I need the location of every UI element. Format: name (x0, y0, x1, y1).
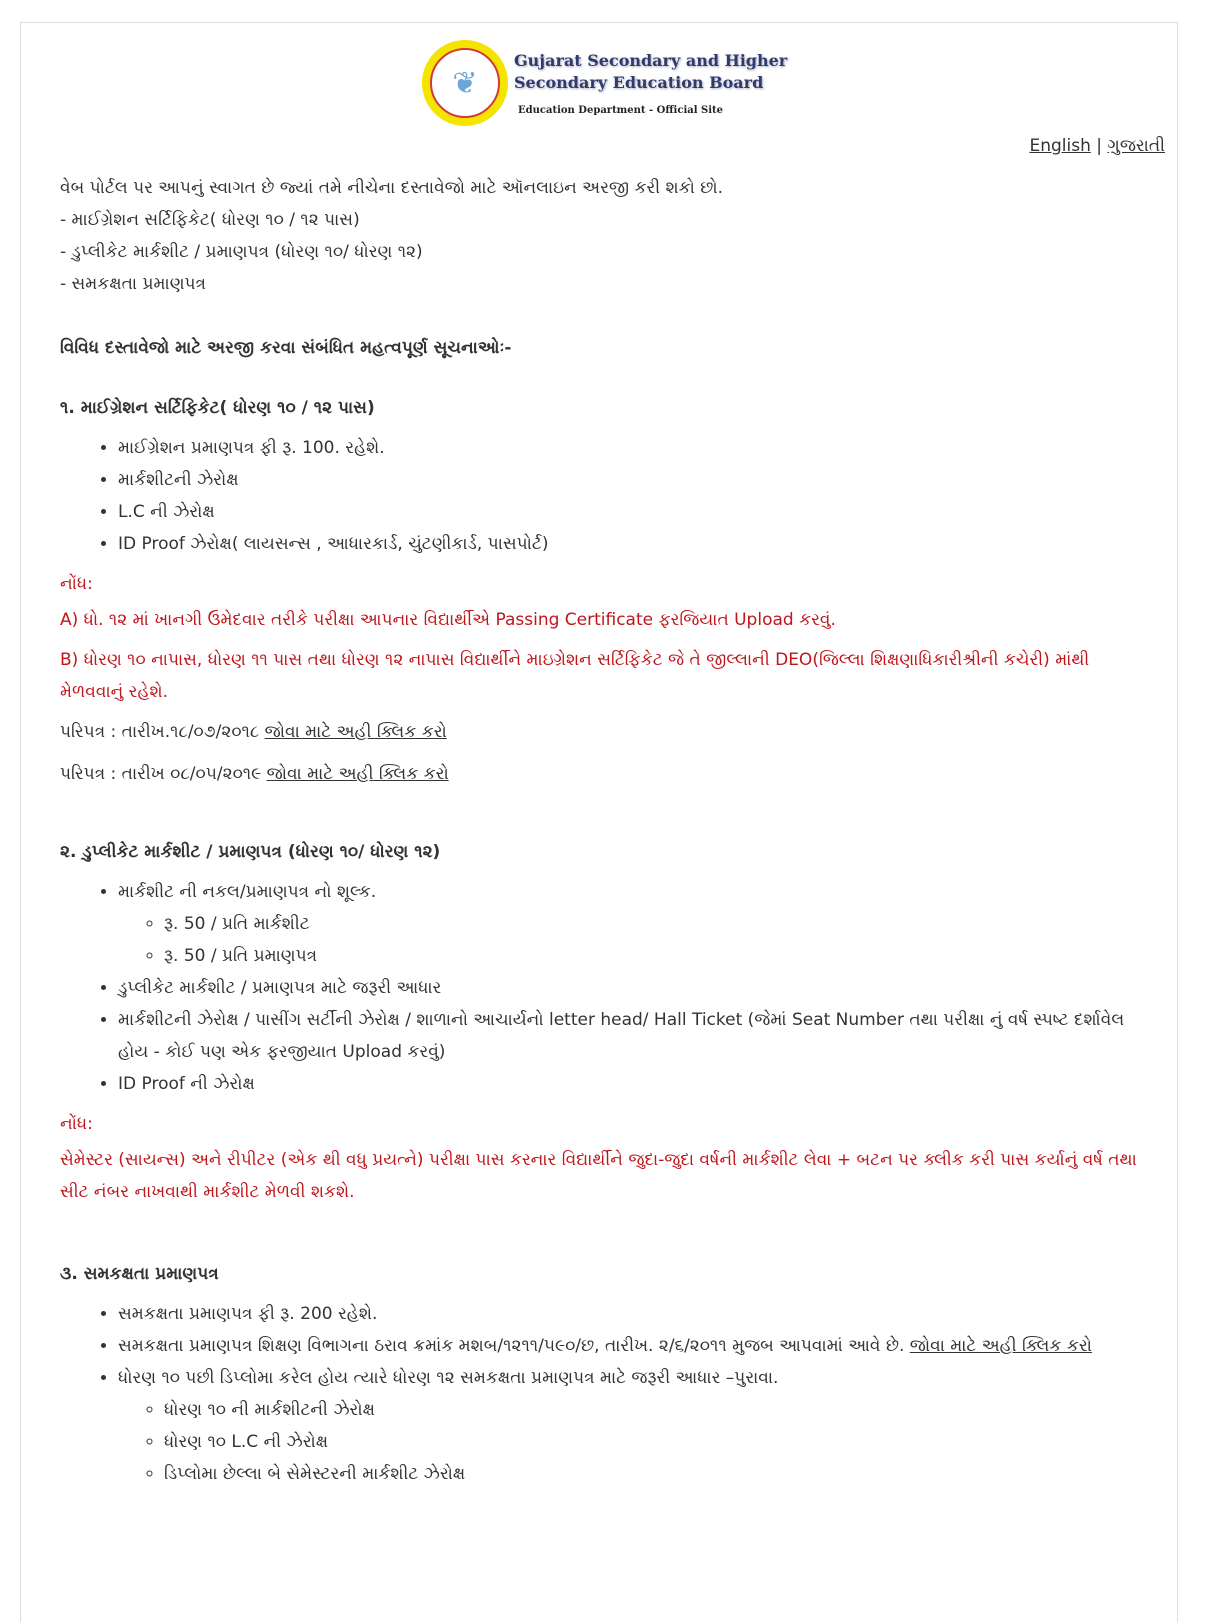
note-label: નોંધ: (60, 1114, 93, 1134)
title-line-2: Secondary Education Board (514, 73, 764, 92)
sub-list-item: ◦ ધોરણ ૧૦ L.C ની ઝેરોક્ષ (164, 1426, 1140, 1458)
circular-line (60, 716, 1140, 748)
intro-item: - માઈગ્રેશન સર્ટિફિકેટ( ધોરણ ૧૦ / ૧૨ પાસ) (60, 210, 360, 230)
lang-english-link[interactable]: English (1029, 136, 1091, 156)
section-2-list (60, 876, 1140, 1100)
lang-separator: | (1096, 136, 1102, 156)
main-content (60, 172, 1140, 1490)
sub-list-item: ◦ ડિપ્લોમા છેલ્લા બે સેમેસ્ટરની માર્કશીટ ઝેરોક્ષ (164, 1458, 1140, 1490)
section-3-heading: ૩. સમકક્ષતા પ્રમાણપત્ર (60, 1264, 219, 1284)
resolution-view-link[interactable]: જોવા માટે અહી ક્લિક કરો (909, 1336, 1092, 1356)
sub-list-item: ◦ ધોરણ ૧૦ ની માર્કશીટની ઝેરોક્ષ (164, 1394, 1140, 1426)
list-item: • માઈગ્રેશન પ્રમાણપત્ર ફી રૂ. 100. રહેશે. (118, 432, 1140, 464)
circular-view-link[interactable]: જોવા માટે અહી ક્લિક કરો (266, 764, 449, 784)
section-1-list (60, 432, 1140, 560)
title-line-1: Gujarat Secondary and Higher (514, 51, 788, 70)
intro-item: - સમકક્ષતા પ્રમાણપત્ર (60, 274, 207, 294)
section-2-heading: ૨. ડુપ્લીકેટ માર્કશીટ / પ્રમાણપત્ર (ધોરણ ૧૦/ ધોરણ ૧૨) (60, 842, 441, 862)
list-item: • ID Proof ની ઝેરોક્ષ (118, 1068, 1140, 1100)
sub-list-item: ◦ રૂ. 50 / પ્રતિ પ્રમાણપત્ર (164, 940, 1140, 972)
list-item: • માર્કશીટની ઝેરોક્ષ / પાસીંગ સર્ટીની ઝેરોક્ષ / શાળાનો આચાર્યનો letter head/ Hall Ticket (જેમાં Seat Number તથા પરીક્ષા નું વર્ષ સ્પષ્ટ દર્શાવેલ હોય - કોઈ પણ એક ફરજીયાત Upload કરવું) (118, 1004, 1140, 1068)
note-text: A) ધો. ૧૨ માં ખાનગી ઉમેદવાર તરીકે પરીક્ષા આપનાર વિદ્યાર્થીએ Passing Certificate ફરજિયાત Upload કરવું. (60, 610, 836, 630)
list-item: • ID Proof ઝેરોક્ષ( લાયસન્સ , આધારકાર્ડ, ચુંટણીકાર્ડ, પાસપોર્ટ) (118, 528, 1140, 560)
list-item: • સમકક્ષતા પ્રમાણપત્ર ફી રૂ. 200 રહેશે. (118, 1298, 1140, 1330)
board-subtitle: Education Department - Official Site (518, 105, 723, 116)
circular-view-link[interactable]: જોવા માટે અહી ક્લિક કરો (264, 722, 447, 742)
list-item: • માર્કશીટની ઝેરોક્ષ (118, 464, 1140, 496)
language-switcher (1029, 136, 1165, 156)
sub-list-item: ◦ રૂ. 50 / પ્રતિ માર્કશીટ (164, 908, 1140, 940)
list-item (118, 876, 1140, 972)
circular-date: પરિપત્ર : તારીખ.૧૮/૦૭/૨૦૧૮ (60, 722, 265, 742)
note-label: નોંધ: (60, 574, 93, 594)
circular-line (60, 758, 1140, 790)
list-item (118, 1330, 1140, 1362)
board-title (514, 50, 787, 94)
section-1-heading: ૧. માઈગ્રેશન સર્ટિફિકેટ( ધોરણ ૧૦ / ૧૨ પાસ) (60, 398, 375, 418)
board-seal-logo (422, 40, 508, 126)
note-text: સેમેસ્ટર (સાયન્સ) અને રીપીટર (એક થી વધુ પ્રયત્ને) પરીક્ષા પાસ કરનાર વિદ્યાર્થીને જુદા-જુદા વર્ષની માર્કશીટ લેવા + બટન પર ક્લીક કરી પાસ કર્યાનું વર્ષ તથા સીટ નંબર નાખવાથી માર્કશીટ મેળવી શકશે. (60, 1150, 1137, 1202)
circular-date: પરિપત્ર : તારીખ ૦૮/૦૫/૨૦૧૯ (60, 764, 267, 784)
site-header (422, 40, 842, 130)
note-text: B) ધોરણ ૧૦ નાપાસ, ધોરણ ૧૧ પાસ તથા ધોરણ ૧૨ નાપાસ વિદ્યાર્થીને માઇગ્રેશન સર્ટિફિકેટ જે તે જીલ્લાની DEO(જિલ્લા શિક્ષણાધિકારીશ્રીની કચેરી) માંથી મેળવવાનું રહેશે. (60, 650, 1090, 702)
swan-icon: ❦ (430, 48, 500, 118)
intro-item: - ડુપ્લીકેટ માર્કશીટ / પ્રમાણપત્ર (ધોરણ ૧૦/ ધોરણ ૧૨) (60, 242, 423, 262)
list-item (118, 1362, 1140, 1490)
section-3-list (60, 1298, 1140, 1490)
lang-gujarati-link[interactable]: ગુજરાતી (1107, 136, 1165, 156)
list-item: • ડુપ્લીકેટ માર્કશીટ / પ્રમાણપત્ર માટે જરૂરી આધાર (118, 972, 1140, 1004)
intro-text: વેબ પોર્ટલ પર આપનું સ્વાગત છે જ્યાં તમે નીચેના દસ્તાવેજો માટે ઑનલાઇન અરજી કરી શકો છો. (60, 178, 724, 198)
diploma-text: ધોરણ ૧૦ પછી ડિપ્લોમા કરેલ હોય ત્યારે ધોરણ ૧૨ સમકક્ષતા પ્રમાણપત્ર માટે જરૂરી આધાર –પુરાવા. (118, 1368, 779, 1388)
list-item: • L.C ની ઝેરોક્ષ (118, 496, 1140, 528)
instructions-heading: વિવિધ દસ્તાવેજો માટે અરજી કરવા સંબંધિત મહત્વપૂર્ણ સૂચનાઓઃ- (60, 338, 512, 358)
resolution-text: સમકક્ષતા પ્રમાણપત્ર શિક્ષણ વિભાગના ઠરાવ ક્રમાંક મશબ/૧૨૧૧/૫૯૦/છ, તારીખ. ૨/૬/૨૦૧૧ મુજબ આપવામાં આવે છે. (118, 1336, 910, 1356)
fee-label: માર્કશીટ ની નકલ/પ્રમાણપત્ર નો શૂલ્ક. (118, 882, 377, 902)
